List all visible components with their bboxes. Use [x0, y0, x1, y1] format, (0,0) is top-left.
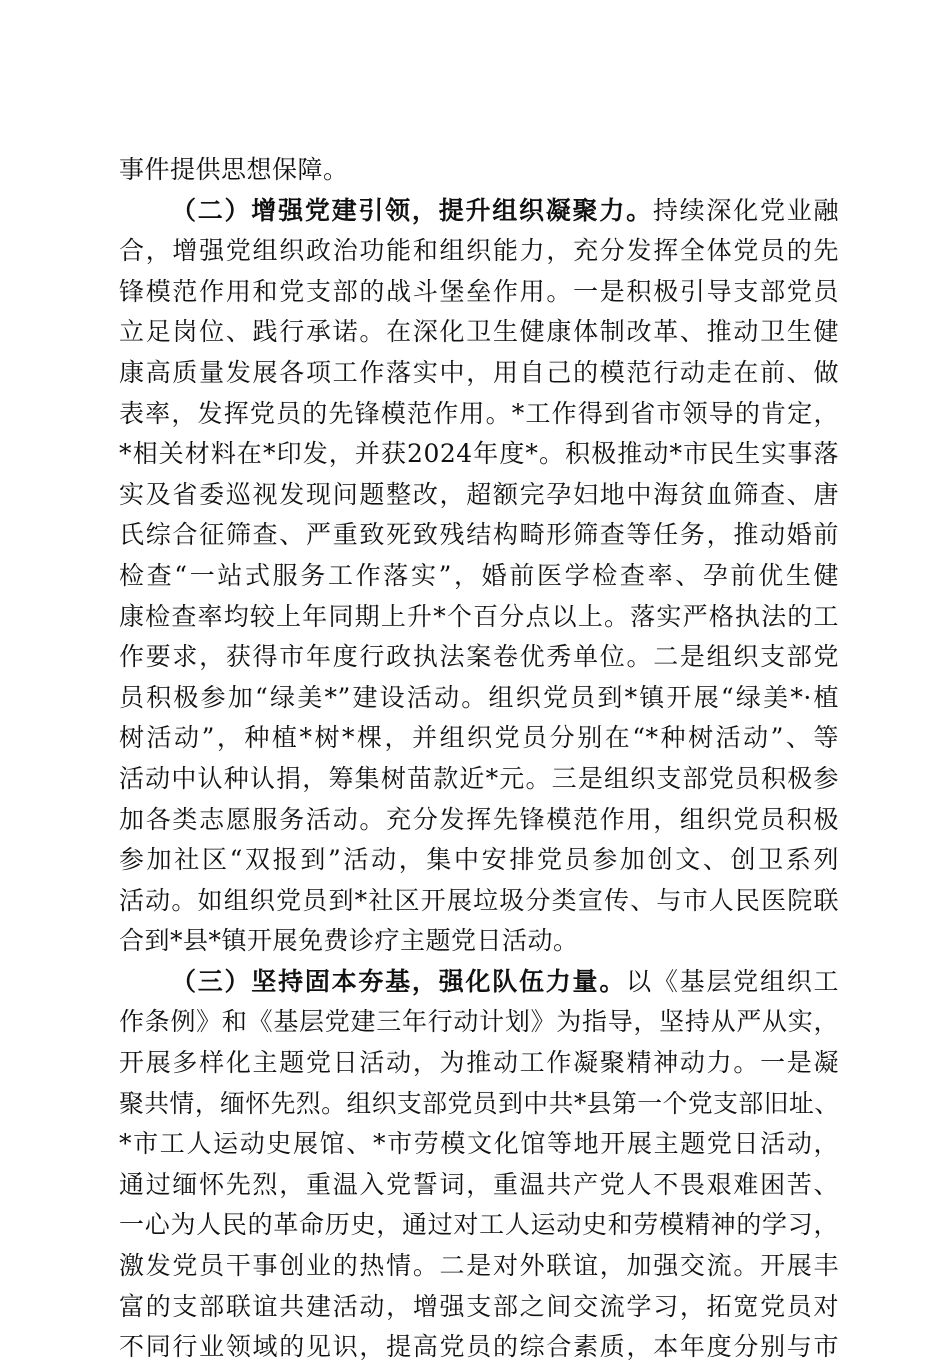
paragraph-line: 作条例》和《基层党建三年行动计划》为指导，坚持从严从实，	[119, 1007, 839, 1037]
paragraph-line: 事件提供思想保障。	[119, 155, 349, 184]
section-heading: （二）增强党建引领，提升组织凝聚力。	[171, 195, 653, 225]
section-heading: （三）坚持固本夯基，强化队伍力量。	[171, 966, 627, 996]
paragraph-line: 立足岗位、践行承诺。在深化卫生健康体制改革、推动卫生健	[119, 317, 839, 347]
paragraph-line: 活动。如组织党员到*社区开展垃圾分类宣传、与市人民医院联	[119, 885, 839, 915]
paragraph-line: 激发党员干事创业的热情。二是对外联谊，加强交流。开展丰	[119, 1251, 839, 1281]
paragraph-line: 聚共情，缅怀先烈。组织支部党员到中共*县第一个党支部旧址、	[119, 1088, 839, 1118]
paragraph-line: 开展多样化主题党日活动，为推动工作凝聚精神动力。一是凝	[119, 1048, 839, 1078]
paragraph-line: 树活动”，种植*树*棵，并组织党员分别在“*种树活动”、等	[119, 723, 839, 753]
paragraph-first-line	[119, 962, 839, 1003]
paragraph-line: 加各类志愿服务活动。充分发挥先锋模范作用，组织党员积极	[119, 804, 839, 834]
paragraph-text: 持续深化党业融	[652, 195, 839, 225]
paragraph-line: *市工人运动史展馆、*市劳模文化馆等地开展主题党日活动，	[119, 1129, 839, 1159]
paragraph-line: 活动中认种认捐，筹集树苗款近*元。三是组织支部党员积极参	[119, 763, 839, 793]
paragraph-line: 不同行业领域的见识，提高党员的综合素质，本年度分别与市	[119, 1332, 839, 1362]
paragraph-line: 富的支部联谊共建活动，增强支部之间交流学习，拓宽党员对	[119, 1291, 839, 1321]
paragraph-line: *相关材料在*印发，并获2024年度*。积极推动*市民生实事落	[119, 439, 839, 469]
paragraph-line: 作要求，获得市年度行政执法案卷优秀单位。二是组织支部党	[119, 642, 839, 672]
paragraph-line: 检查“一站式服务工作落实”，婚前医学检查率、孕前优生健	[119, 560, 839, 590]
paragraph-line: 员积极参加“绿美*”建设活动。组织党员到*镇开展“绿美*·植	[119, 682, 839, 712]
paragraph-line: 参加社区“双报到”活动，集中安排党员参加创文、创卫系列	[119, 845, 839, 875]
paragraph-first-line	[119, 191, 839, 232]
paragraph-line: 合，增强党组织政治功能和组织能力，充分发挥全体党员的先	[119, 236, 839, 266]
paragraph-line: 一心为人民的革命历史，通过对工人运动史和劳模精神的学习，	[119, 1210, 839, 1240]
paragraph-line: 锋模范作用和党支部的战斗堡垒作用。一是积极引导支部党员	[119, 276, 839, 306]
paragraph-line: 通过缅怀先烈，重温入党誓词，重温共产党人不畏艰难困苦、	[119, 1169, 839, 1199]
paragraph-line: 康高质量发展各项工作落实中，用自己的模范行动走在前、做	[119, 357, 839, 387]
paragraph-line: 合到*县*镇开展免费诊疗主题党日活动。	[119, 926, 579, 956]
paragraph-line: 康检查率均较上年同期上升*个百分点以上。落实严格执法的工	[119, 601, 839, 631]
paragraph-line: 表率，发挥党员的先锋模范作用。*工作得到省市领导的肯定，	[119, 398, 839, 428]
paragraph-line: 氏综合征筛查、严重致死致残结构畸形筛查等任务，推动婚前	[119, 520, 839, 550]
paragraph-line: 实及省委巡视发现问题整改，超额完孕妇地中海贫血筛查、唐	[119, 479, 839, 509]
document-body	[119, 150, 839, 1368]
paragraph-text: 以《基层党组织工	[626, 966, 839, 996]
